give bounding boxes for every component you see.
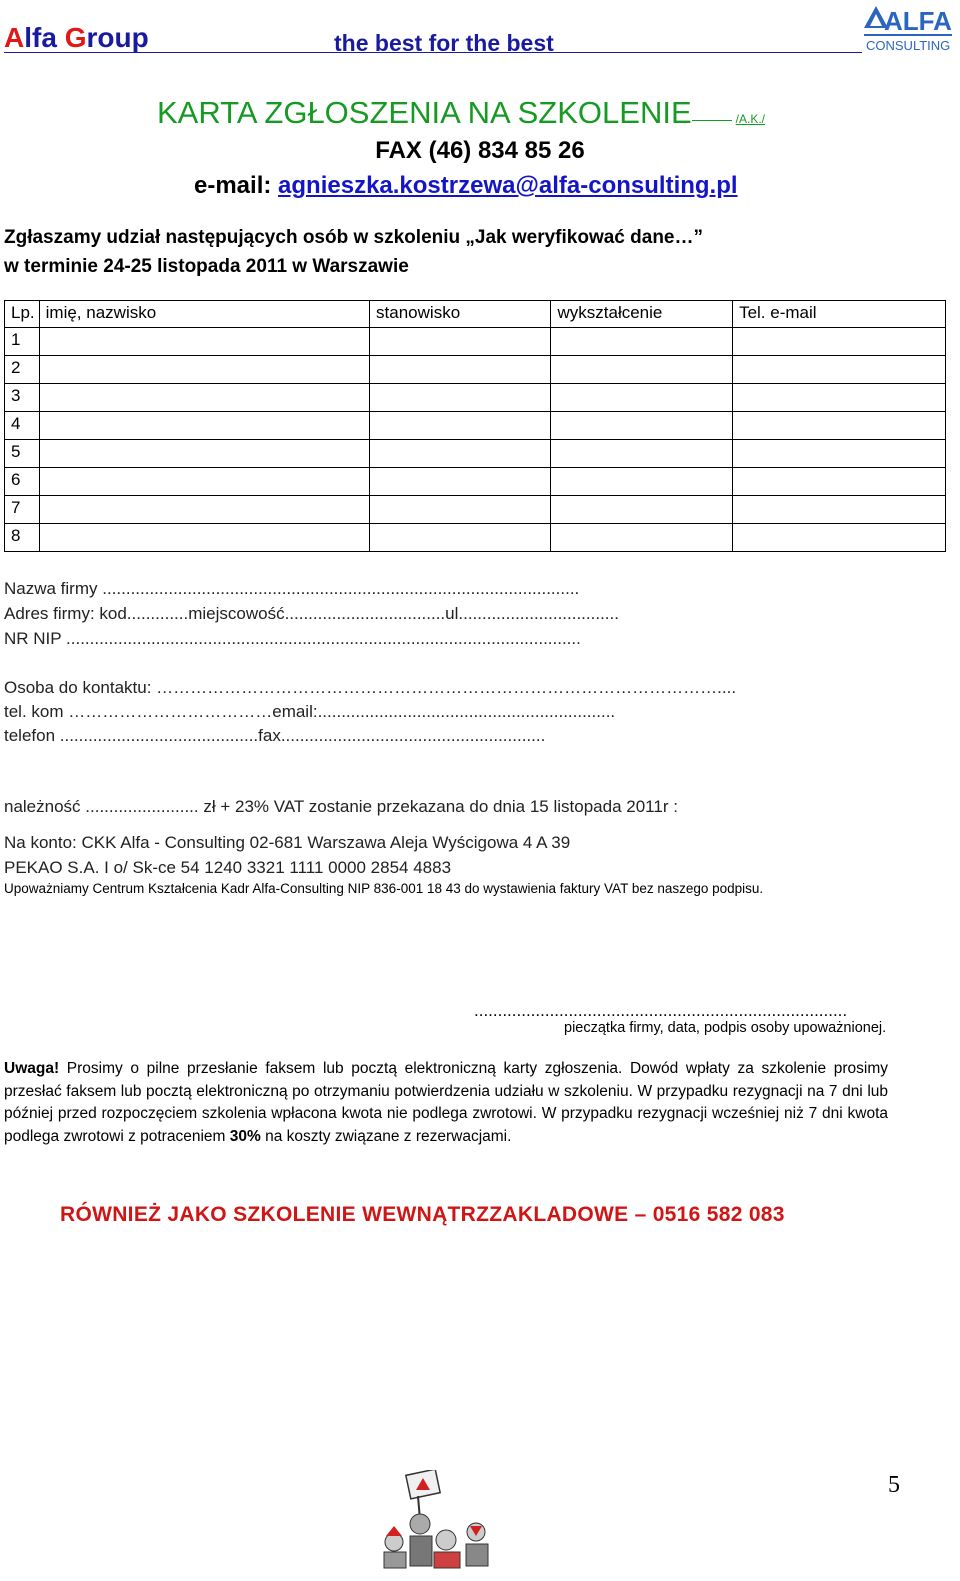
email-link[interactable]: agnieszka.kostrzewa@alfa-consulting.pl (278, 172, 738, 199)
phone-fax-field[interactable]: telefon ..........................................fax........................................................ (4, 726, 546, 745)
brand-name: Alfa Group (4, 22, 149, 53)
col-header-education: wykształcenie (551, 301, 733, 328)
contact-person-field[interactable]: Osoba do kontaktu: ……………………………………………………………………………………….... (4, 678, 737, 697)
fax-number: FAX (46) 834 85 26 (375, 137, 585, 164)
bank-account-line: Na konto: CKK Alfa - Consulting 02-681 Warszawa Aleja Wyścigowa 4 A 39 (4, 833, 571, 852)
intro-text (4, 223, 703, 281)
table-header-row (5, 301, 946, 328)
col-header-lp: Lp. (5, 301, 40, 328)
col-header-position: stanowisko (370, 301, 551, 328)
table-row: 5 (5, 440, 946, 468)
table-row: 7 (5, 496, 946, 524)
company-address-field[interactable]: Adres firmy: kod.............miejscowość..................................ul.................................. (4, 604, 619, 623)
company-name-field[interactable]: Nazwa firmy ..................................................................................................... (4, 579, 580, 598)
mobile-email-field[interactable]: tel. kom ………………………………email:............................................................... (4, 702, 616, 721)
in-house-training-note: RÓWNIEŻ JAKO SZKOLENIE WEWNĄTRZZAKLADOWE – 0516 582 083 (60, 1203, 785, 1226)
notice-paragraph: Uwaga! Prosimy o pilne przesłanie faksem lub pocztą elektroniczną karty zgłoszenia. Dowód wpłaty za szkolenie prosimy przesłać faksem lub pocztą elektroniczną po otrzymaniu potwierdzenia udziału w szkoleniu. W przypadku rezygnacji na 7 dni lub później przed rozpoczęciem szkolenia wpłacona kwota nie podlega zwrotowi. W przypadku rezygnacji wcześniej niż 7 dni kwota podlega zwrotowi z potraceniem 30% na koszty związane z rezerwacjami. (4, 1060, 888, 1145)
notice-label: Uwaga! (4, 1060, 60, 1077)
table-row: 3 (5, 384, 946, 412)
payment-amount-line[interactable]: należność ........................ zł + 23% VAT zostanie przekazana do dnia 15 listopada 2011r : (4, 797, 678, 816)
alfa-consulting-logo (862, 4, 954, 56)
table-row: 4 (5, 412, 946, 440)
people-illustration-icon (380, 1470, 492, 1570)
table-row: 6 (5, 468, 946, 496)
table-row: 1 (5, 328, 946, 356)
table-row: 8 (5, 524, 946, 552)
header-rule (4, 52, 862, 53)
email-line: e-mail: agnieszka.kostrzewa@alfa-consulting.pl (194, 172, 738, 199)
page-number: 5 (888, 1472, 900, 1498)
participants-table (4, 300, 946, 552)
intro-line-1: Zgłaszamy udział następujących osób w szkoleniu „Jak weryfikować dane…” (4, 227, 704, 248)
col-header-contact: Tel. e-mail (733, 301, 946, 328)
signature-line[interactable]: ............................................................................... (474, 1001, 848, 1020)
bank-number-line: PEKAO S.A. I o/ Sk-ce 54 1240 3321 1111 0000 2854 4883 (4, 858, 452, 877)
nip-field[interactable]: NR NIP ............................................................................................................. (4, 629, 581, 648)
signature-caption: pieczątka firmy, data, podpis osoby upoważnionej. (564, 1020, 887, 1036)
vat-authorization: Upoważniamy Centrum Kształcenia Kadr Alfa-Consulting NIP 836-001 18 43 do wystawienia faktury VAT bez naszego podpisu. (4, 881, 764, 896)
svg-text:ALFA: ALFA (884, 6, 952, 36)
tagline: the best for the best (334, 30, 554, 56)
intro-line-2: w terminie 24-25 listopada 2011 w Warszawie (4, 256, 409, 277)
author-initials: /A.K./ (735, 112, 765, 126)
col-header-name: imię, nazwisko (39, 301, 369, 328)
table-row: 2 (5, 356, 946, 384)
svg-text:CONSULTING: CONSULTING (866, 38, 951, 53)
form-title: KARTA ZGŁOSZENIA NA SZKOLENIE /A.K./ (157, 95, 765, 130)
